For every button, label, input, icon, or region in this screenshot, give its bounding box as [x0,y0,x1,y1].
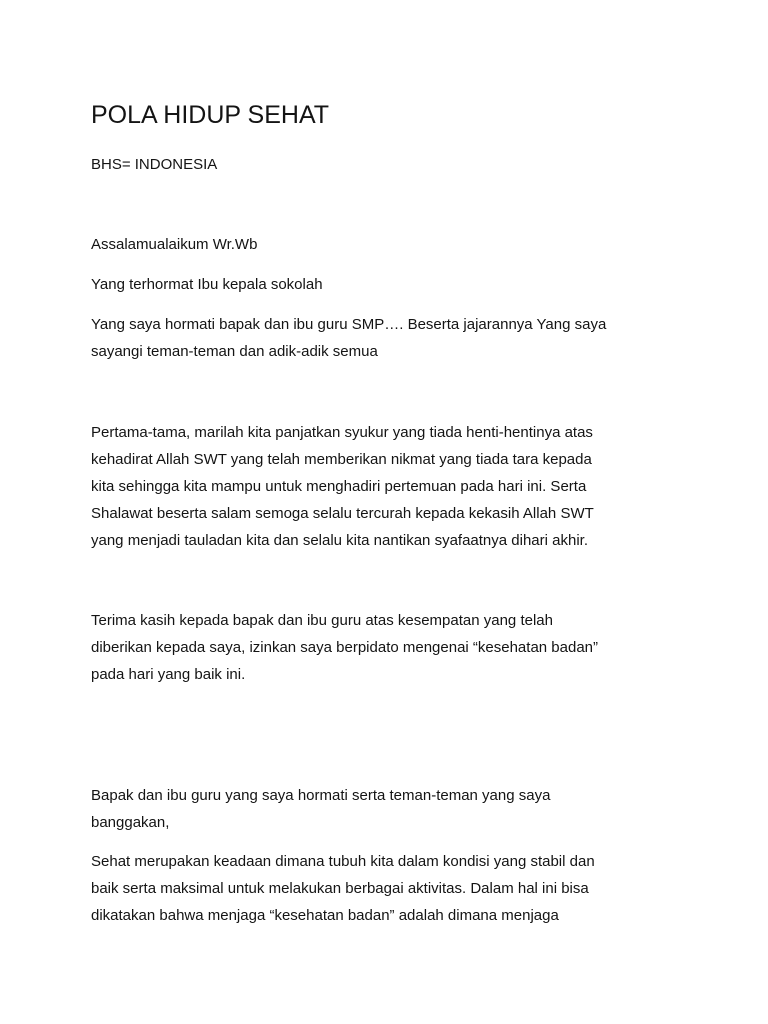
paragraph-line: kita sehingga kita mampu untuk menghadiri pertemuan pada hari ini. Serta [91,478,587,495]
paragraph-line: dikatakan bahwa menjaga “kesehatan badan” adalah dimana menjaga [91,907,559,924]
paragraph-opening [91,419,731,554]
paragraph-line: pada hari yang baik ini. [91,666,246,683]
subtitle-line: BHS= INDONESIA [91,156,218,173]
paragraph-line: Bapak dan ibu guru yang saya hormati serta teman-teman yang saya [91,787,551,804]
paragraph-health-definition [91,848,731,929]
paragraph-line: Assalamualaikum Wr.Wb [91,236,258,253]
document-subtitle [91,151,731,178]
paragraph-line: Yang terhormat Ibu kepala sokolah [91,276,323,293]
paragraph-line: banggakan, [91,814,170,831]
paragraph-line: Terima kasih kepada bapak dan ibu guru atas kesempatan yang telah [91,612,553,629]
paragraph-line: sayangi teman-teman dan adik-adik semua [91,343,378,360]
paragraph-line: Sehat merupakan keadaan dimana tubuh kita dalam kondisi yang stabil dan [91,853,595,870]
paragraph-line: diberikan kepada saya, izinkan saya berpidato mengenai “kesehatan badan” [91,639,599,656]
paragraph-line: yang menjadi tauladan kita dan selalu kita nantikan syafaatnya dihari akhir. [91,532,588,549]
paragraph-address [91,782,731,836]
paragraph-line: Shalawat beserta salam semoga selalu tercurah kepada kekasih Allah SWT [91,505,594,522]
paragraph-line: baik serta maksimal untuk melakukan berbagai aktivitas. Dalam hal ini bisa [91,880,589,897]
paragraph-thanks [91,607,731,688]
paragraph-line: Pertama-tama, marilah kita panjatkan syukur yang tiada henti-hentinya atas [91,424,593,441]
paragraph-line: Yang saya hormati bapak dan ibu guru SMP…. Beserta jajarannya Yang saya [91,316,607,333]
paragraph-greeting [91,231,731,258]
paragraph-line: kehadirat Allah SWT yang telah memberikan nikmat yang tiada tara kepada [91,451,592,468]
paragraph-salutation-teachers [91,311,731,365]
paragraph-salutation-principal [91,271,731,298]
document-title: POLA HIDUP SEHAT [91,101,330,129]
